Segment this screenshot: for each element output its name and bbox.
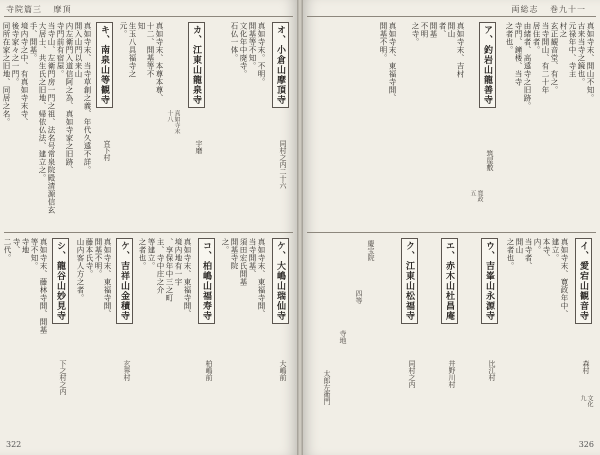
left-page xyxy=(0,0,297,455)
right-page xyxy=(303,0,600,455)
entry-text: 真如寺末、東福寺開、 開基不明。 xyxy=(379,22,397,102)
entry-text: 真如寺末、本尊本尊、 十二、開基等不 知 生玉八具福寺之 元。 xyxy=(119,22,164,102)
right-header-part: 両総志 xyxy=(511,5,539,14)
annotation: 慶宝院 xyxy=(367,240,375,261)
entry-text: 真如寺末、寛政年中、 建立。 本寺、 内。 当寺者、 開山 之者也。 xyxy=(506,238,569,318)
left-header-part: 摩頂 xyxy=(53,5,72,14)
entry-location: 宮下村 xyxy=(103,140,111,161)
annotation: 寺地 xyxy=(339,330,347,344)
entry-location: 宇磨 xyxy=(195,140,203,154)
right-running-header xyxy=(511,4,594,15)
entry-heading: シ、龍谷山妙見寺 xyxy=(52,238,69,324)
entry-heading: エ、赤木山杜昌庵 xyxy=(441,238,458,324)
entry-heading: カ、江東山龍泉寺 xyxy=(188,22,205,108)
annotation: 四等 xyxy=(355,290,363,304)
right-header-part: 巻九十一 xyxy=(550,5,586,14)
entry-heading: キ、南泉山等観寺 xyxy=(96,22,113,108)
entry-text: 真如寺末、東福寺開、 開基不明。 藤本氏寺。 山内客人方之者。 xyxy=(76,238,112,318)
entry-location: 比江村 xyxy=(488,360,496,381)
entry-heading: イ、愛宕山観音寺 xyxy=(575,238,592,324)
entry-heading: ケ、大嶋山瑞仙寺 xyxy=(272,238,289,324)
entry-location: 筑屋敷 xyxy=(486,150,494,171)
entry-location: 柏嶋前 xyxy=(205,360,213,381)
entry-note: 真如寺末 十八 xyxy=(166,110,180,134)
entry-text: 真如寺末、当寺草創之義、年代久遠不詳。 開入山門以来山 内左衛門入道信阿之為、真如寺家之旧跡、 寺門前有宿屋。 当寺山、左衛門房一門之祖、法名号常泉院殿清源信玄 大居士、共生氏之旧地、帰依仏法、建立之。 手、開基。 境内寺之中、有真如寺末寺、 後寺家々之一門。 同所在家之旧地、同居之名。 xyxy=(2,22,92,214)
entry-heading: オ、小倉山摩頂寺 xyxy=(272,22,289,108)
header-rule xyxy=(307,16,596,17)
tier-divider xyxy=(4,232,293,233)
annotation: 太郎左衛門 xyxy=(323,370,331,405)
left-header-part: 寺院篇三 xyxy=(6,5,42,14)
entry-text: 真如寺末、藤林寺開、開基 等不知。 寺地 寺、 二代。 xyxy=(3,238,48,334)
entry-text: 真如寺末、東福寺開、 当寺開基、 須田宏氏開基 開基寺院 之。 xyxy=(221,238,266,318)
page-number: 326 xyxy=(578,440,594,449)
entry-location: 同村之内二十六 xyxy=(279,140,287,189)
entry-text: 真如寺末、吉村 開山 者、 開基 不明 之寺。 xyxy=(411,22,465,78)
entry-heading: ク、江東山松福寺 xyxy=(401,238,418,324)
entry-text: 真如寺末、東福寺開、 境内地有一宇 、享保年中三之町 主、寺中庄之介 等建立。 之者也。 xyxy=(138,238,192,318)
entry-heading: ケ、吉祥山金積寺 xyxy=(116,238,133,324)
entry-text: 真如寺末。不明。 開基等不知。 文化年中廃寺。 石仏一体。 xyxy=(230,22,266,86)
entry-location: 森村 xyxy=(582,360,590,374)
header-rule xyxy=(4,16,293,17)
entry-location: 井野川村 xyxy=(448,360,456,388)
entry-note: 寛政 五 xyxy=(469,190,483,202)
entry-location: 同村之内 xyxy=(408,360,416,388)
entry-heading: コ、柏嶋山福寿寺 xyxy=(198,238,215,324)
entry-location: 玄界村 xyxy=(123,360,131,381)
entry-heading: ウ、吉峯山永源寺 xyxy=(481,238,498,324)
left-running-header xyxy=(6,4,80,15)
entry-heading: ア、釣岩山龍善寺 xyxy=(479,22,496,108)
entry-location: 下之村之内 xyxy=(59,360,67,395)
entry-note: 文化 九 xyxy=(579,395,593,407)
tier-divider xyxy=(307,232,596,233)
entry-location: 大嶋前 xyxy=(279,360,287,381)
entry-text: 真如寺末、開山不知。 古来当寺之鏡也。 元禄年中、寺主 村之 玄正観音堂、有之。 当寺開山、有二十年 居住者。 由緒者、高遠寺之旧跡。 寺門、鐘楼、当寺 之者也。 xyxy=(505,22,595,110)
page-number: 322 xyxy=(6,440,22,449)
